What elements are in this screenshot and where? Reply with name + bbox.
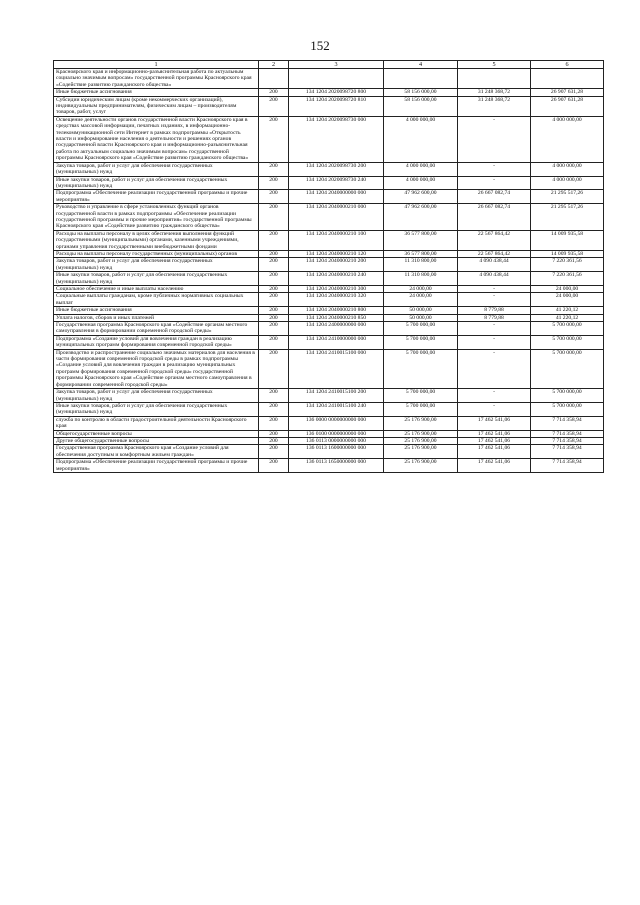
row-amount-executed: 22 567 864,42 — [458, 250, 531, 257]
row-amount-plan: 5 700 000,00 — [384, 389, 458, 403]
row-name: Иные закупки товаров, работ и услуг для обеспечения государственных (муниципальных) нужд — [54, 402, 259, 416]
row-code: 200 — [259, 116, 289, 162]
row-amount-remaining: 7 714 358,94 — [531, 459, 604, 473]
table-row — [54, 349, 604, 388]
row-code: 200 — [259, 258, 289, 272]
row-amount-remaining: 26 907 631,28 — [531, 89, 604, 96]
row-amount-executed: - — [458, 116, 531, 162]
row-name: Государственная программа Красноярского края «Содействие органам местного самоуправления в формировании современной городской среды» — [54, 322, 259, 336]
table-row — [54, 176, 604, 190]
row-name: Расходы на выплаты персоналу в целях обеспечения выполнения функций государственными (муниципальными) органами, казенными учреждениями, органами управления государственными внебюджетными фондами — [54, 230, 259, 250]
table-row — [54, 416, 604, 430]
row-csr: 134 1204 2020098730 200 — [289, 162, 384, 176]
table-row — [54, 162, 604, 176]
row-name: Уплата налогов, сборов и иных платежей — [54, 314, 259, 321]
row-csr: 134 1204 2020098730 000 — [289, 116, 384, 162]
row-amount-remaining: 7 220 361,56 — [531, 258, 604, 272]
row-amount-executed: - — [458, 389, 531, 403]
row-code: 200 — [259, 335, 289, 349]
row-name: Подпрограмма «Обеспечение реализации государственной программы и прочие мероприятия» — [54, 459, 259, 473]
row-name: Субсидии юридическим лицам (кроме некоммерческих организаций), индивидуальным предпринимателям, физическим лицам – производителям товаров, работ, услуг — [54, 96, 259, 116]
row-csr: 136 0113 0000000000 000 — [289, 437, 384, 444]
row-code: 200 — [259, 89, 289, 96]
row-amount-plan: 50 000,00 — [384, 307, 458, 314]
row-code: 200 — [259, 250, 289, 257]
row-csr: 134 1204 2040000210 300 — [289, 286, 384, 293]
table-row — [54, 335, 604, 349]
row-name: Иные закупки товаров, работ и услуг для обеспечения государственных (муниципальных) нужд — [54, 272, 259, 286]
row-amount-executed: 22 567 864,42 — [458, 230, 531, 250]
row-amount-remaining: 24 000,00 — [531, 293, 604, 307]
row-code: 200 — [259, 459, 289, 473]
row-amount-executed: - — [458, 293, 531, 307]
row-amount-executed: - — [458, 162, 531, 176]
row-name: Освещение деятельности органов государственной власти Красноярского края в средствах массовой информации, печатных изданиях, в информационно-телекоммуникационной сети Интернет в рамках подпрограммы «Открытость власти и информирование населения о деятельности и решениях органов государственной власти Красноярского края и информационно-разъяснительная работа по актуальным социально значимым вопросам» государственной программы Красноярского края «Содействие развитию гражданского общества» — [54, 116, 259, 162]
row-code: 200 — [259, 272, 289, 286]
table-row — [54, 402, 604, 416]
row-amount-remaining: 21 295 517,26 — [531, 204, 604, 231]
table-row — [54, 437, 604, 444]
row-code: 200 — [259, 190, 289, 204]
row-amount-plan: 5 700 000,00 — [384, 402, 458, 416]
row-amount-remaining — [531, 69, 604, 89]
row-csr: 136 0113 1600000000 000 — [289, 445, 384, 459]
row-amount-remaining: 7 714 358,94 — [531, 416, 604, 430]
row-code: 200 — [259, 445, 289, 459]
row-csr: 134 1204 2020098730 240 — [289, 176, 384, 190]
row-amount-plan: 11 310 800,00 — [384, 272, 458, 286]
budget-table — [53, 60, 604, 473]
row-amount-plan: 25 176 900,00 — [384, 459, 458, 473]
row-amount-plan: 24 000,00 — [384, 286, 458, 293]
table-row — [54, 69, 604, 89]
row-amount-remaining: 7 220 361,56 — [531, 272, 604, 286]
table-row — [54, 204, 604, 231]
row-amount-executed: 26 667 082,74 — [458, 204, 531, 231]
row-code: 200 — [259, 322, 289, 336]
row-code: 200 — [259, 307, 289, 314]
table-header-row — [54, 61, 604, 69]
table-row — [54, 389, 604, 403]
row-csr: 134 1204 2020098720 810 — [289, 96, 384, 116]
row-amount-executed: - — [458, 322, 531, 336]
row-amount-executed: 4 090 438,44 — [458, 272, 531, 286]
row-name: Закупка товаров, работ и услуг для обеспечения государственных (муниципальных) нужд — [54, 389, 259, 403]
table-row — [54, 190, 604, 204]
row-csr: 134 1204 2410015100 200 — [289, 389, 384, 403]
row-amount-plan: 25 176 900,00 — [384, 445, 458, 459]
row-name: Подпрограмма «Обеспечение реализации государственной программы и прочие мероприятия» — [54, 190, 259, 204]
row-name: Иные бюджетные ассигнования — [54, 307, 259, 314]
row-amount-executed: 17 462 541,06 — [458, 416, 531, 430]
column-header: 2 — [259, 61, 289, 69]
row-code — [259, 69, 289, 89]
row-csr: 136 0113 1650000000 000 — [289, 459, 384, 473]
row-code: 200 — [259, 314, 289, 321]
row-amount-executed: 8 779,88 — [458, 314, 531, 321]
column-header: 5 — [458, 61, 531, 69]
row-amount-remaining: 4 000 000,00 — [531, 162, 604, 176]
row-amount-plan: 4 000 000,00 — [384, 176, 458, 190]
row-code: 200 — [259, 96, 289, 116]
row-amount-remaining: 14 009 935,58 — [531, 250, 604, 257]
row-name: Социальные выплаты гражданам, кроме публичных нормативных социальных выплат — [54, 293, 259, 307]
row-amount-remaining: 5 700 000,00 — [531, 402, 604, 416]
table-row — [54, 286, 604, 293]
row-amount-plan: 58 156 000,00 — [384, 89, 458, 96]
row-code: 200 — [259, 230, 289, 250]
table-row — [54, 230, 604, 250]
table-row — [54, 314, 604, 321]
row-amount-plan: 24 000,00 — [384, 293, 458, 307]
row-amount-remaining: 7 714 358,94 — [531, 445, 604, 459]
row-amount-remaining: 41 220,12 — [531, 314, 604, 321]
row-amount-executed: 17 462 541,06 — [458, 430, 531, 437]
row-csr — [289, 69, 384, 89]
row-amount-executed: 17 462 541,06 — [458, 459, 531, 473]
row-amount-remaining: 5 700 000,00 — [531, 335, 604, 349]
table-row — [54, 445, 604, 459]
row-amount-plan: 36 577 800,00 — [384, 230, 458, 250]
row-csr: 134 1204 2410015100 240 — [289, 402, 384, 416]
row-csr: 134 1204 2040000210 200 — [289, 258, 384, 272]
column-header: 1 — [54, 61, 259, 69]
row-name: Иные закупки товаров, работ и услуг для обеспечения государственных (муниципальных) нужд — [54, 176, 259, 190]
row-amount-plan: 47 962 600,00 — [384, 204, 458, 231]
row-amount-executed: 31 248 368,72 — [458, 96, 531, 116]
row-name: Подпрограмма «Создание условий для вовлечения граждан в реализацию муниципальных программ формирования современной городской среды» — [54, 335, 259, 349]
row-name: Общегосударственные вопросы — [54, 430, 259, 437]
row-amount-plan: 4 000 000,00 — [384, 116, 458, 162]
row-csr: 134 1204 2020098720 800 — [289, 89, 384, 96]
row-amount-remaining: 24 000,00 — [531, 286, 604, 293]
row-name: Расходы на выплаты персоналу государственных (муниципальных) органов — [54, 250, 259, 257]
row-name: Красноярского края и информационно-разъяснительная работа по актуальным социально значимым вопросам» государственной программы Красноярского края «Содействие развитию гражданского общества» — [54, 69, 259, 89]
page-number: 152 — [310, 38, 330, 53]
table-body — [54, 69, 604, 473]
row-amount-remaining: 4 000 000,00 — [531, 116, 604, 162]
row-csr: 136 0000 0000000000 000 — [289, 416, 384, 430]
row-code: 200 — [259, 204, 289, 231]
row-amount-plan: 25 176 900,00 — [384, 430, 458, 437]
row-amount-remaining: 5 700 000,00 — [531, 322, 604, 336]
row-csr: 134 1204 2040000210 240 — [289, 272, 384, 286]
row-amount-executed: 17 462 541,06 — [458, 437, 531, 444]
row-amount-executed: 4 090 438,44 — [458, 258, 531, 272]
row-amount-executed: 26 667 082,74 — [458, 190, 531, 204]
row-code: 200 — [259, 176, 289, 190]
row-amount-executed: - — [458, 286, 531, 293]
row-amount-executed — [458, 69, 531, 89]
row-code: 200 — [259, 416, 289, 430]
row-amount-remaining: 5 700 000,00 — [531, 389, 604, 403]
row-code: 200 — [259, 430, 289, 437]
row-amount-remaining: 21 295 517,26 — [531, 190, 604, 204]
row-name: Производство и распространение социально значимых материалов для населения в части формирования современной городской среды в рамках подпрограммы «Создание условий для вовлечения граждан в реализацию муниципальных программ формирования современной городской среды» государственной программы Красноярского края «Содействие органам местного самоуправления в формировании современной городской среды» — [54, 349, 259, 388]
row-amount-remaining: 5 700 000,00 — [531, 349, 604, 388]
row-code: 200 — [259, 389, 289, 403]
row-amount-plan: 25 176 900,00 — [384, 437, 458, 444]
row-amount-executed: - — [458, 176, 531, 190]
row-csr: 134 1204 2040000210 320 — [289, 293, 384, 307]
row-code: 200 — [259, 162, 289, 176]
row-name: Закупка товаров, работ и услуг для обеспечения государственных (муниципальных) нужд — [54, 162, 259, 176]
row-amount-plan: 58 156 000,00 — [384, 96, 458, 116]
row-csr: 134 1204 2040000210 000 — [289, 204, 384, 231]
row-amount-plan: 25 176 900,00 — [384, 416, 458, 430]
row-code: 200 — [259, 437, 289, 444]
row-amount-plan: 11 310 800,00 — [384, 258, 458, 272]
table-row — [54, 89, 604, 96]
row-amount-executed: 8 779,88 — [458, 307, 531, 314]
table-row — [54, 322, 604, 336]
row-amount-executed: 31 248 368,72 — [458, 89, 531, 96]
row-amount-remaining: 26 907 631,28 — [531, 96, 604, 116]
table-row — [54, 250, 604, 257]
table-row — [54, 430, 604, 437]
row-name: служба по контролю в области градостроительной деятельности Красноярского края — [54, 416, 259, 430]
row-csr: 134 1204 2040000000 000 — [289, 190, 384, 204]
row-name: Иные бюджетные ассигнования — [54, 89, 259, 96]
row-amount-remaining: 41 220,12 — [531, 307, 604, 314]
table-row — [54, 459, 604, 473]
row-amount-executed: - — [458, 402, 531, 416]
row-code: 200 — [259, 293, 289, 307]
row-amount-plan: 36 577 800,00 — [384, 250, 458, 257]
row-amount-plan: 50 000,00 — [384, 314, 458, 321]
row-code: 200 — [259, 286, 289, 293]
column-header: 3 — [289, 61, 384, 69]
row-csr: 134 1204 2410015100 000 — [289, 349, 384, 388]
row-csr: 134 1204 2410000000 000 — [289, 335, 384, 349]
row-amount-plan — [384, 69, 458, 89]
row-csr: 134 1204 2040000210 850 — [289, 314, 384, 321]
row-name: Другие общегосударственные вопросы — [54, 437, 259, 444]
row-amount-remaining: 7 714 358,94 — [531, 437, 604, 444]
table-row — [54, 116, 604, 162]
row-amount-remaining: 14 009 935,58 — [531, 230, 604, 250]
row-amount-plan: 5 700 000,00 — [384, 335, 458, 349]
column-header: 4 — [384, 61, 458, 69]
row-csr: 134 1204 2040000210 800 — [289, 307, 384, 314]
row-amount-remaining: 4 000 000,00 — [531, 176, 604, 190]
row-amount-plan: 47 962 600,00 — [384, 190, 458, 204]
row-csr: 134 1204 2400000000 000 — [289, 322, 384, 336]
row-code: 200 — [259, 402, 289, 416]
row-name: Социальное обеспечение и иные выплаты населению — [54, 286, 259, 293]
row-amount-plan: 4 000 000,00 — [384, 162, 458, 176]
column-header: 6 — [531, 61, 604, 69]
row-amount-remaining: 7 714 358,94 — [531, 430, 604, 437]
row-code: 200 — [259, 349, 289, 388]
row-amount-plan: 5 700 000,00 — [384, 349, 458, 388]
table-row — [54, 96, 604, 116]
table-row — [54, 293, 604, 307]
table-row — [54, 272, 604, 286]
table-row — [54, 258, 604, 272]
row-name: Закупка товаров, работ и услуг для обеспечения государственных (муниципальных) нужд — [54, 258, 259, 272]
row-csr: 136 0100 0000000000 000 — [289, 430, 384, 437]
row-csr: 134 1204 2040000210 120 — [289, 250, 384, 257]
row-amount-executed: - — [458, 335, 531, 349]
row-amount-plan: 5 700 000,00 — [384, 322, 458, 336]
row-name: Руководство и управление в сфере установленных функций органов государственной власти в рамках подпрограммы «Обеспечение реализации государственной программы и прочие мероприятия» государственной программы Красноярского края «Содействие развитию гражданского общества» — [54, 204, 259, 231]
table-row — [54, 307, 604, 314]
row-name: Государственная программа Красноярского края «Создание условий для обеспечения доступным и комфортным жильем граждан» — [54, 445, 259, 459]
row-amount-executed: - — [458, 349, 531, 388]
row-amount-executed: 17 462 541,06 — [458, 445, 531, 459]
row-csr: 134 1204 2040000210 100 — [289, 230, 384, 250]
